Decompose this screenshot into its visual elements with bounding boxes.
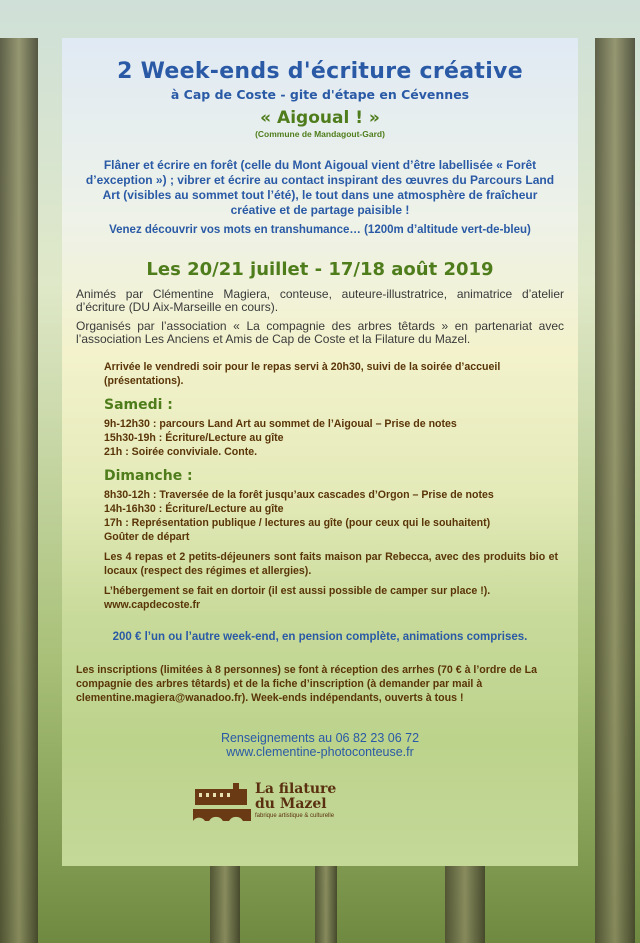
organises-text: Organisés par l’association « La compagnie des arbres têtards » en partenariat avec l’association Les Anciens et Amis de Cap de Coste et la Filature du Mazel. [76,319,564,346]
commune: (Commune de Mandagout-Gard) [255,129,385,139]
logo-name-line1: La filature [255,781,337,797]
building-bridge-icon [193,781,251,821]
website-link[interactable]: www.clementine-photoconteuse.fr [226,745,414,759]
intro-text: Flâner et écrire en forêt (celle du Mont Aigoual vient d’être labellisée « Forêt d’exception ») ; vibrer et écrire au contact inspirant des œuvres du Parcours Land Art (visibles au sommet tout l’été), le tout dans une atmosphère de fraîcheur créative et de partage paisible ! [85,158,555,217]
inscriptions-text: Les inscriptions (limitées à 8 personnes) se font à réception des arrhes (70 € à l’ordre de La compagnie des arbres têtards) et de la fiche d’inscription (à demander par mail à clementine.magiera@wanadoo.fr). Week-ends indépendants, ouverts à tous ! [76,664,537,704]
schedule-item: 14h-16h30 : Écriture/Lecture au gîte [104,503,284,515]
subtitle: à Cap de Coste - gite d'étape en Cévennes [170,87,470,102]
price: 200 € l’un ou l’autre week-end, en pension complète, animations comprises. [112,631,528,643]
schedule-item: 17h : Représentation publique / lectures au gîte (pour ceux qui le souhaitent) [104,517,491,529]
schedule-item: 8h30-12h : Traversée de la forêt jusqu’aux cascades d’Orgon – Prise de notes [104,489,494,501]
page-title: 2 Week-ends d'écriture créative [117,59,523,84]
animes-text: Animés par Clémentine Magiera, conteuse, auteure-illustratrice, animatrice d’atelier d’écriture (DU Aix-Marseille en cours). [76,287,564,314]
arrivee-text: Arrivée le vendredi soir pour le repas servi à 20h30, suivi de la soirée d’accueil (présentations). [104,361,501,387]
schedule-item: 21h : Soirée conviviale. Conte. [104,446,258,458]
website-link[interactable]: www.capdecoste.fr [104,599,201,611]
repas-text: Les 4 repas et 2 petits-déjeuners sont faits maison par Rebecca, avec des produits bio et locaux (respect des régimes et allergies). [104,551,558,577]
logo-tagline: fabrique artistique & culturelle [255,813,335,819]
flyer-panel [62,38,578,866]
schedule-item: 15h30-19h : Écriture/Lecture au gîte [104,432,284,444]
logo-name-line2: du Mazel [255,796,327,812]
samedi-heading: Samedi : [104,397,173,413]
hebergement-text: L’hébergement se fait en dortoir (il est aussi possible de camper sur place !). [104,585,491,597]
dimanche-heading: Dimanche : [104,468,193,484]
phone: Renseignements au 06 82 23 06 72 [220,731,420,745]
filature-logo [193,781,578,821]
tree-trunk [595,38,635,943]
schedule-item: Goûter de départ [104,531,190,543]
event-name: « Aigoual ! » [260,108,380,128]
schedule-item: 9h-12h30 : parcours Land Art au sommet de l’Aigoual – Prise de notes [104,418,457,430]
dates: Les 20/21 juillet - 17/18 août 2019 [146,259,494,280]
contact [62,731,578,759]
tree-trunk [0,38,38,943]
tagline: Venez découvrir vos mots en transhumance… (1200m d’altitude vert-de-bleu) [109,224,531,236]
